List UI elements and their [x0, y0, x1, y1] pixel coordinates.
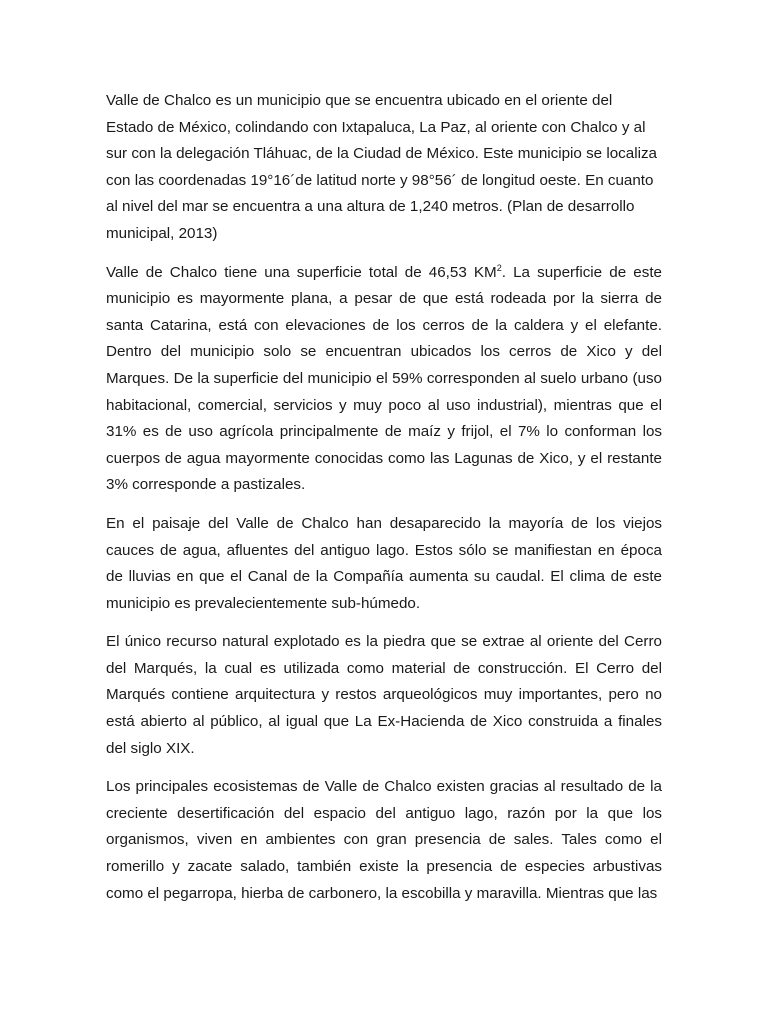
paragraph-surface-text: Valle de Chalco tiene una superficie total de 46,53 KM [106, 263, 497, 281]
paragraph-location: Valle de Chalco es un municipio que se encuentra ubicado en el oriente del Estado de México, colindando con Ixtapaluca, La Paz, al oriente con Chalco y al sur con la delegación Tláhuac, de la Ciudad de México. Este municipio se localiza con las coordenadas 19°16´de latitud norte y 98°56´ de longitud oeste. En cuanto al nivel del mar se encuentra a una altura de 1,240 metros. (Plan de desarrollo municipal, 2013) [106, 92, 657, 242]
paragraph-natural-resource: El único recurso natural explotado es la piedra que se extrae al oriente del Cerro del Marqués, la cual es utilizada como material de construcción. El Cerro del Marqués contiene arquitectura y restos arqueológicos muy importantes, pero no está abierto al público, al igual que La Ex-Hacienda de Xico construida a finales del siglo XIX. [106, 633, 662, 757]
paragraph-ecosystems: Los principales ecosistemas de Valle de Chalco existen gracias al resultado de la creciente desertificación del espacio del antiguo lago, razón por la que los organismos, viven en ambientes con gran presencia de sales. Tales como el romerillo y zacate salado, también existe la presencia de especies arbustivas como el pegarropa, hierba de carbonero, la escobilla y maravilla. Mientras que las [106, 778, 662, 902]
document-body [106, 88, 662, 919]
paragraph-landscape: En el paisaje del Valle de Chalco han desaparecido la mayoría de los viejos cauces de agua, afluentes del antiguo lago. Estos sólo se manifiestan en época de lluvias en que el Canal de la Compañía aumenta su caudal. El clima de este municipio es prevalecientemente sub-húmedo. [106, 514, 662, 612]
paragraph-surface-text-cont: . La superficie de este municipio es mayormente plana, a pesar de que está rodeada por la sierra de santa Catarina, está con elevaciones de los cerros de la caldera y el elefante. Dentro del municipio solo se encuentran ubicados los cerros de Xico y del Marques. De la superficie del municipio el 59% corresponden al suelo urbano (uso habitacional, comercial, servicios y muy poco al uso industrial), mientras que el 31% es de uso agrícola principalmente de maíz y frijol, el 7% lo conforman los cuerpos de agua mayormente conocidas como las Lagunas de Xico, y el restante 3% corresponde a pastizales. [106, 263, 662, 494]
paragraph-surface [106, 260, 662, 499]
superscript-squared: 2 [496, 262, 502, 273]
